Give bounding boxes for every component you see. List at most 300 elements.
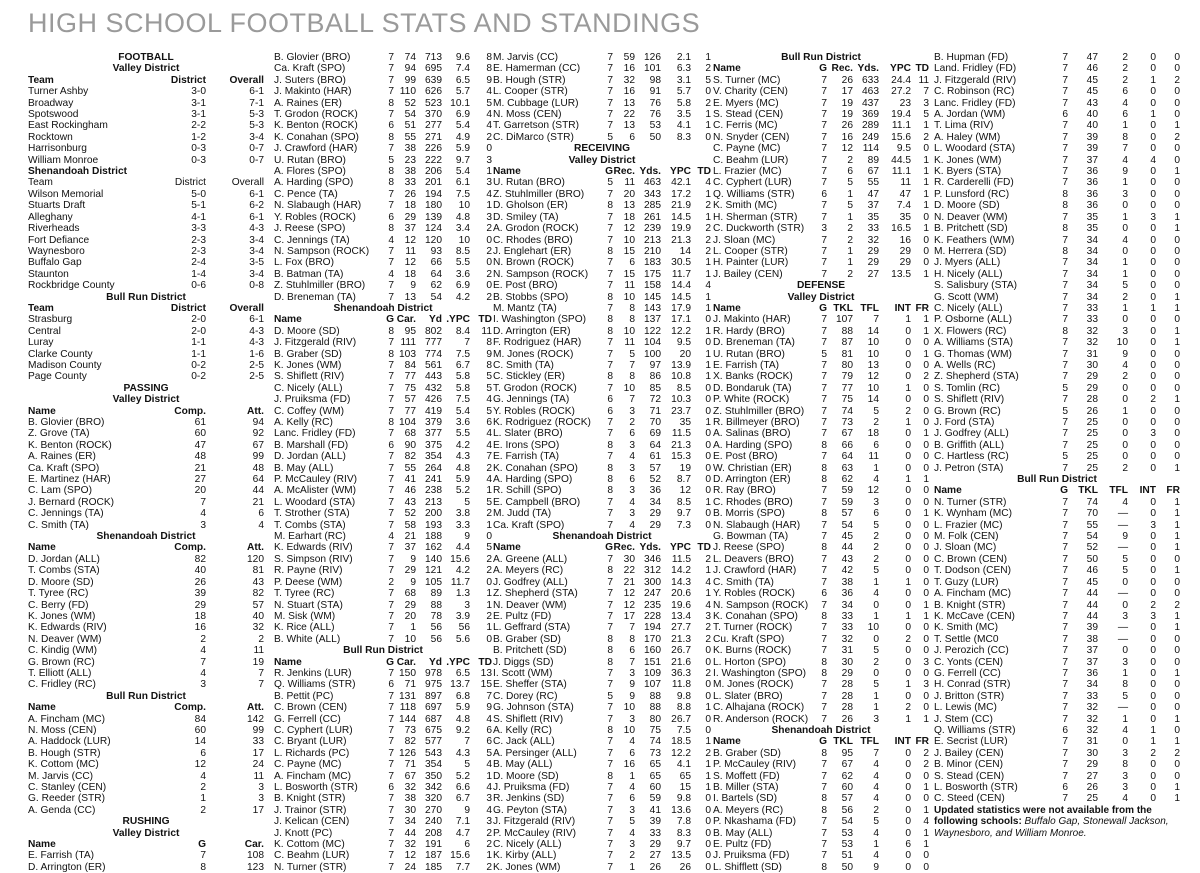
- stat-cell: 4: [200, 667, 206, 679]
- stat-cell: 0: [1150, 462, 1156, 474]
- stat-cell: 2: [1150, 747, 1156, 759]
- table-row: [28, 200, 264, 211]
- stat-cell: 3: [629, 667, 635, 679]
- stat-cell: 1: [923, 223, 930, 235]
- stat-cell: 7: [607, 63, 613, 75]
- stat-cell: 12: [404, 257, 416, 269]
- stat-cell: 7: [821, 531, 827, 543]
- stat-cell: 10: [458, 234, 470, 246]
- stat-cell: 3: [486, 793, 492, 805]
- stat-cell: 19.6: [671, 599, 691, 611]
- table-row: [274, 463, 492, 474]
- stat-cell: INT: [1139, 485, 1156, 497]
- stat-cell: 42.1: [671, 177, 691, 189]
- stat-cell: 8: [486, 52, 492, 63]
- stat-cell: 4: [873, 759, 879, 771]
- stat-cell: 0: [1150, 417, 1156, 428]
- name-cell: U. Rutan (BRO): [713, 348, 785, 360]
- stat-cell: 0: [1122, 314, 1128, 326]
- name-cell: Q. Williams (STR): [934, 724, 1016, 736]
- stat-cell: 39: [649, 816, 661, 828]
- stat-cell: 16: [623, 63, 635, 75]
- stat-cell: 3-4: [249, 131, 265, 143]
- section-heading: [28, 52, 264, 63]
- stat-cell: 44: [1086, 599, 1098, 611]
- stat-cell: 6: [629, 747, 635, 759]
- stat-cell: 0: [905, 759, 911, 771]
- stat-cell: 35: [899, 211, 911, 223]
- name-cell: K. Edwards (RIV): [28, 622, 107, 634]
- table-row: [274, 839, 492, 850]
- stat-cell: 3: [821, 223, 827, 235]
- stat-cell: 34: [1086, 245, 1098, 257]
- stat-cell: 0: [1174, 280, 1180, 292]
- stat-cell: 44.5: [891, 154, 911, 166]
- stat-cell: 3.1: [676, 74, 691, 86]
- stat-cell: 7: [607, 576, 613, 588]
- stat-cell: 18.5: [671, 736, 691, 748]
- stat-cell: 0: [905, 531, 911, 543]
- stat-cell: 0: [923, 861, 930, 873]
- stat-cell: 26: [1086, 405, 1098, 417]
- stat-cell: 19: [252, 656, 265, 668]
- stat-cell: 0: [1150, 280, 1156, 292]
- stat-cell: 45: [841, 531, 853, 543]
- stat-cell: 7: [388, 405, 394, 417]
- name-cell: S. Salisbury (STA): [934, 280, 1018, 292]
- table-row: [934, 417, 1180, 428]
- stat-cell: 0: [923, 439, 930, 451]
- table-row: [493, 782, 711, 793]
- stat-cell: 975: [425, 679, 442, 691]
- stat-cell: 3.8: [455, 508, 470, 520]
- stat-cell: 5-3: [249, 109, 265, 121]
- stat-cell: 1: [705, 302, 711, 314]
- table-header-row: [28, 406, 264, 417]
- name-cell: N. Deaver (WM): [934, 211, 1008, 223]
- stat-cell: 7: [821, 405, 827, 417]
- stat-cell: 88: [841, 325, 853, 337]
- stat-cell: 53: [841, 827, 853, 839]
- stat-cell: 14.5: [671, 211, 691, 223]
- stat-cell: 0: [1150, 782, 1156, 793]
- stat-cell: 26: [679, 861, 691, 873]
- stat-cell: Rec.: [613, 542, 635, 554]
- stat-cell: 7: [607, 679, 613, 691]
- stat-cell: 66: [430, 257, 442, 269]
- stat-cell: 7: [821, 74, 827, 86]
- stat-cell: 4-3: [249, 337, 265, 349]
- name-cell: J. Godfrey (ALL): [934, 428, 1009, 440]
- table-row: [493, 520, 711, 531]
- stat-cell: 0: [705, 827, 711, 839]
- table-row: [493, 634, 711, 645]
- stat-cell: 8: [607, 314, 613, 326]
- stat-cell: 151: [644, 656, 661, 668]
- stat-cell: 29: [841, 667, 853, 679]
- stat-cell: 4: [486, 804, 492, 816]
- stat-cell: 194: [425, 188, 442, 200]
- name-cell: J. Pruiksma (FD): [713, 850, 790, 862]
- stat-cell: 3: [1122, 656, 1128, 668]
- table-row: [274, 577, 492, 588]
- stat-cell: 42: [841, 565, 853, 577]
- section-heading-text: PASSING: [123, 382, 169, 394]
- name-cell: B. May (ALL): [274, 462, 334, 474]
- stat-cell: 5.8: [455, 371, 470, 383]
- stat-cell: 7: [821, 565, 827, 577]
- stat-cell: 2: [200, 633, 206, 645]
- stat-cell: 0: [1150, 759, 1156, 771]
- stat-cell: 52: [1086, 542, 1098, 554]
- table-row: [493, 497, 711, 508]
- table-row: [493, 417, 711, 428]
- stat-cell: 10: [867, 348, 879, 360]
- stat-cell: 62: [430, 280, 442, 292]
- table-row: [274, 805, 492, 816]
- stat-cell: 7: [1062, 314, 1068, 326]
- stat-cell: 7: [821, 839, 827, 851]
- stat-cell: 31: [1086, 348, 1098, 360]
- stat-cell: 16: [623, 86, 635, 98]
- name-cell: P. Nkashama (FD): [713, 816, 797, 828]
- stat-cell: 2: [905, 633, 911, 645]
- stat-cell: 37: [1086, 154, 1098, 166]
- name-cell: B. Minor (CEN): [934, 759, 1004, 771]
- stat-cell: 3.5: [676, 109, 691, 121]
- stat-cell: 68: [404, 428, 416, 440]
- stat-cell: 0: [1150, 86, 1156, 98]
- stat-cell: 19: [679, 462, 691, 474]
- name-cell: Team: [28, 74, 54, 86]
- section-subheading-text: Bull Run District: [343, 645, 423, 657]
- table-row: [493, 292, 711, 303]
- name-cell: K. Benton (ROCK): [28, 439, 112, 451]
- stat-cell: 3: [1122, 188, 1128, 200]
- name-cell: N. Sampson (ROCK): [713, 599, 809, 611]
- stat-cell: 21.9: [671, 200, 691, 212]
- name-cell: Cu. Kraft (SPO): [713, 633, 785, 645]
- table-row: [274, 554, 492, 565]
- table-row: [934, 52, 1180, 63]
- stat-cell: 104: [644, 337, 661, 349]
- stat-cell: 2-5: [249, 359, 265, 371]
- table-header-row: [274, 657, 492, 668]
- stat-cell: 7: [388, 690, 394, 702]
- stat-cell: 2: [486, 565, 492, 577]
- stat-cell: 11.8: [671, 679, 691, 691]
- stat-cell: 0: [923, 359, 930, 371]
- stat-cell: 105: [425, 576, 442, 588]
- stat-cell: 1: [873, 690, 879, 702]
- section-subheading: [28, 166, 264, 177]
- name-cell: J. Fitzgerald (RIV): [493, 816, 576, 828]
- name-cell: J. Britton (STR): [934, 690, 1005, 702]
- section-subheading-text: Shenandoah District: [552, 531, 652, 543]
- stat-cell: 2: [486, 131, 492, 143]
- stat-cell: 6: [388, 782, 394, 793]
- stat-cell: 107: [836, 314, 853, 326]
- name-cell: I. Washington (SPO): [713, 667, 807, 679]
- stat-cell: 4: [923, 816, 930, 828]
- stat-cell: 53: [649, 120, 661, 132]
- stat-cell: 1: [629, 770, 635, 782]
- stat-cell: 312: [644, 565, 661, 577]
- name-cell: C. Rhodes (BRO): [713, 496, 793, 508]
- stat-cell: 52: [649, 474, 661, 486]
- stat-cell: 5: [1062, 451, 1068, 463]
- stat-cell: 57: [841, 793, 853, 805]
- stat-cell: 9.8: [676, 690, 691, 702]
- table-row: [713, 235, 929, 246]
- stat-cell: 7: [607, 782, 613, 793]
- stat-cell: 0: [1150, 793, 1156, 805]
- stat-cell: 1: [1174, 736, 1180, 748]
- stat-cell: 8: [388, 223, 394, 235]
- stat-cell: 0: [1122, 451, 1128, 463]
- stat-cell: 0: [705, 724, 711, 736]
- stat-cell: 5: [486, 97, 492, 109]
- name-cell: J. Fitzgerald (RIV): [934, 74, 1017, 86]
- table-header-row: [493, 166, 711, 177]
- table-row: [28, 360, 264, 371]
- stat-cell: 0: [923, 667, 930, 679]
- stat-cell: 4.2: [455, 291, 470, 303]
- stat-cell: 36: [1086, 166, 1098, 178]
- stat-cell: 0: [1174, 588, 1180, 600]
- section-heading: [28, 816, 264, 827]
- name-cell: Name: [713, 302, 741, 314]
- stat-cell: 0: [905, 816, 911, 828]
- stat-cell: 7: [821, 679, 827, 691]
- stat-cell: 1: [1174, 565, 1180, 577]
- stat-cell: 7: [821, 519, 827, 531]
- stat-cell: 2: [873, 542, 879, 554]
- stat-cell: 0: [1174, 439, 1180, 451]
- footnote-row: [934, 805, 1180, 839]
- stat-cell: 0: [1174, 177, 1180, 189]
- section-subheading-text: Bull Run District: [106, 291, 186, 303]
- table-row: [713, 668, 929, 679]
- stat-cell: 64: [841, 451, 853, 463]
- stat-cell: 5: [464, 759, 470, 771]
- stat-cell: 12: [867, 485, 879, 497]
- table-row: [493, 406, 711, 417]
- stat-cell: 9.7: [676, 508, 691, 520]
- stat-cell: 32: [623, 74, 635, 86]
- name-cell: N. Turner (STR): [274, 861, 347, 873]
- stat-cell: 5: [847, 200, 853, 212]
- stat-cell: 0: [705, 439, 711, 451]
- stat-cell: 9: [1122, 348, 1128, 360]
- table-row: [934, 337, 1180, 348]
- table-header-row: [28, 303, 264, 314]
- name-cell: S. Shiflett (RIV): [934, 394, 1005, 406]
- stat-cell: 5: [486, 405, 492, 417]
- stat-cell: 4: [486, 86, 492, 98]
- table-row: [934, 577, 1180, 588]
- stat-cell: 8: [607, 565, 613, 577]
- stat-cell: 30: [623, 553, 635, 565]
- stat-cell: 71: [649, 405, 661, 417]
- stat-cell: 73: [841, 417, 853, 428]
- name-cell: Ca. Kraft (SPO): [274, 63, 346, 75]
- stat-cell: 0: [1150, 63, 1156, 75]
- stat-cell: 44: [841, 542, 853, 554]
- table-row: [934, 565, 1180, 576]
- stat-cell: 67: [867, 166, 879, 178]
- table-row: [934, 691, 1180, 702]
- stat-cell: 2: [923, 759, 930, 771]
- stat-cell: 29: [1086, 759, 1098, 771]
- stat-cell: 126: [644, 52, 661, 63]
- name-cell: T. Combs (STA): [28, 565, 100, 577]
- stat-cell: 28: [1086, 394, 1098, 406]
- stat-cell: 1: [1174, 211, 1180, 223]
- stat-cell: 5: [486, 371, 492, 383]
- stat-cell: 0: [923, 690, 930, 702]
- stat-cell: 4: [258, 519, 265, 531]
- stat-cell: 3: [1122, 747, 1128, 759]
- stat-cell: 13.7: [450, 679, 470, 691]
- stat-cell: 40: [1086, 109, 1098, 121]
- section-subheading: [28, 691, 264, 702]
- stat-cell: 0: [905, 337, 911, 349]
- stat-cell: 162: [425, 542, 442, 554]
- stat-cell: 71: [404, 759, 416, 771]
- table-row: [493, 440, 711, 451]
- stat-cell: 5.9: [455, 702, 470, 714]
- stat-cell: 7: [1062, 74, 1068, 86]
- stat-cell: 0: [1174, 143, 1180, 155]
- stat-cell: 2: [705, 633, 711, 645]
- stat-cell: 2: [1122, 63, 1128, 75]
- name-cell: T. Tyree (RC): [274, 588, 335, 600]
- name-cell: L. Fox (BRO): [274, 257, 335, 269]
- stat-cell: 7: [486, 451, 492, 463]
- stat-cell: 0: [705, 645, 711, 657]
- stat-cell: 28: [841, 702, 853, 714]
- section-heading: [28, 383, 264, 394]
- stat-cell: 95: [841, 747, 853, 759]
- table-row: [274, 383, 492, 394]
- name-cell: V. Charity (CEN): [713, 86, 788, 98]
- table-row: [934, 98, 1180, 109]
- stat-cell: 1-1: [191, 348, 206, 360]
- stat-cell: 1: [1150, 736, 1156, 748]
- stat-cell: 59: [623, 52, 635, 63]
- stat-cell: 1: [847, 257, 853, 269]
- stat-cell: 12: [623, 223, 635, 235]
- table-row: [934, 166, 1180, 177]
- stat-cell: 0: [923, 405, 930, 417]
- stat-cell: 4: [705, 576, 711, 588]
- stat-cell: 7.8: [676, 816, 691, 828]
- stat-cell: 7: [1062, 713, 1068, 725]
- table-header-row: [28, 839, 264, 850]
- stat-cell: 74: [841, 405, 853, 417]
- name-cell: B. Hough (STR): [493, 74, 566, 86]
- stat-cell: 0: [923, 633, 930, 645]
- stat-cell: 1: [1122, 667, 1128, 679]
- stat-cell: 31: [841, 645, 853, 657]
- stat-cell: 1: [873, 702, 879, 714]
- stat-cell: 35: [1086, 211, 1098, 223]
- stat-cell: 4-3: [249, 325, 265, 337]
- stat-cell: 8: [821, 474, 827, 486]
- table-row: [493, 611, 711, 622]
- name-cell: T. Grodon (ROCK): [274, 109, 358, 121]
- stat-cell: 0: [905, 519, 911, 531]
- stat-cell: 0: [905, 599, 911, 611]
- stat-cell: 0: [705, 394, 711, 406]
- table-row: [28, 314, 264, 325]
- stat-cell: 7: [388, 280, 394, 292]
- stat-cell: 7: [923, 86, 930, 98]
- stat-cell: 7: [607, 747, 613, 759]
- name-cell: G. Johnson (STA): [493, 702, 574, 714]
- name-cell: K. Burns (ROCK): [713, 645, 792, 657]
- stat-cell: 1-1: [191, 337, 206, 349]
- stat-cell: 7: [388, 622, 394, 634]
- stat-cell: 7: [1062, 645, 1068, 657]
- table-row: [934, 280, 1180, 291]
- stat-cell: 32: [404, 782, 416, 793]
- stat-cell: 7: [200, 850, 206, 862]
- name-cell: K. Edwards (RIV): [274, 542, 353, 554]
- name-cell: C. Lam (SPO): [28, 485, 92, 497]
- table-row: [934, 200, 1180, 211]
- stat-cell: 1: [1174, 610, 1180, 622]
- stat-cell: 7: [388, 337, 394, 349]
- stat-cell: 34: [649, 496, 661, 508]
- stat-cell: 3: [258, 782, 265, 793]
- stat-cell: 10: [867, 337, 879, 349]
- stat-cell: 100: [644, 348, 661, 360]
- stat-cell: 7.1: [455, 816, 470, 828]
- table-row: [274, 759, 492, 770]
- table-row: [713, 417, 929, 428]
- stat-cell: 1: [923, 188, 930, 200]
- name-cell: C. Cyphert (LUR): [713, 177, 792, 189]
- stat-cell: 6-1: [249, 211, 265, 223]
- stat-cell: 4: [1150, 154, 1156, 166]
- stat-cell: 5: [873, 519, 879, 531]
- name-cell: S. Shiflett (RIV): [493, 713, 564, 725]
- stat-cell: 29: [899, 245, 911, 257]
- stat-cell: 104: [399, 417, 416, 428]
- stat-cell: 4: [1122, 154, 1128, 166]
- stat-cell: 7: [1062, 542, 1068, 554]
- name-cell: R. Schill (SPO): [493, 485, 562, 497]
- name-cell: H. Painter (LUR): [713, 257, 789, 269]
- stat-cell: G: [819, 736, 827, 748]
- name-cell: L. Cooper (STR): [713, 245, 788, 257]
- stat-cell: 8: [486, 63, 492, 75]
- stat-cell: 1: [923, 610, 930, 622]
- stat-cell: 7: [821, 576, 827, 588]
- table-row: [28, 714, 264, 725]
- stat-cell: 354: [425, 451, 442, 463]
- name-cell: B. Hupman (FD): [934, 52, 1009, 63]
- stat-cell: 35: [679, 417, 691, 428]
- stat-cell: 0: [1174, 63, 1180, 75]
- table-row: [934, 257, 1180, 268]
- name-cell: B. White (ALL): [274, 633, 341, 645]
- stat-cell: 2: [1122, 52, 1128, 63]
- stat-cell: 17: [252, 804, 265, 816]
- stat-cell: 52: [404, 97, 416, 109]
